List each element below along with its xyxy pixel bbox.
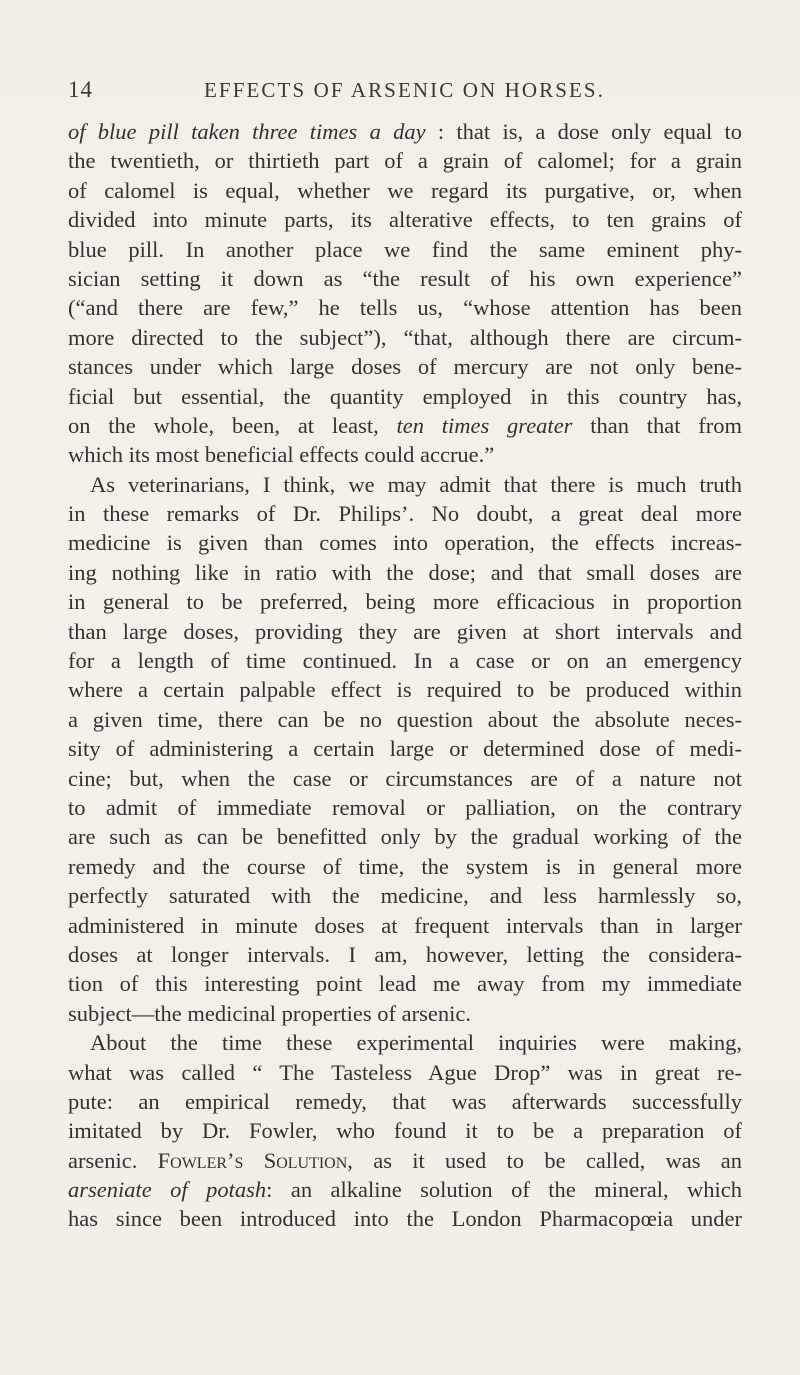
text-line xyxy=(68,499,742,528)
text-line xyxy=(68,205,742,234)
text-line xyxy=(68,1058,742,1087)
text-segment: ficial but essential, the quantity employed in this country has, xyxy=(68,383,742,409)
text-line xyxy=(68,1204,742,1233)
italic-text: ten times greater xyxy=(396,412,573,438)
text-segment: of calomel is equal, whether we regard its purgative, or, when xyxy=(68,177,742,203)
text-segment: (“and there are few,” he tells us, “whose attention has been xyxy=(68,295,742,321)
text-segment: : that is, a dose only equal to xyxy=(425,119,742,144)
text-segment: ing nothing like in ratio with the dose; and that small doses are xyxy=(68,559,742,585)
text-line xyxy=(68,528,742,557)
text-segment: blue pill. In another place we find the same eminent phy- xyxy=(68,236,742,262)
text-line xyxy=(68,705,742,734)
text-line xyxy=(68,1087,742,1116)
text-line xyxy=(68,470,742,499)
text-line xyxy=(68,440,742,469)
text-segment: more directed to the subject”), “that, although there are circum- xyxy=(68,324,742,350)
text-line xyxy=(68,323,742,352)
text-line xyxy=(68,411,742,440)
text-segment: are such as can be benefitted only by the gradual working of the xyxy=(68,824,742,850)
text-line xyxy=(68,764,742,793)
text-segment: About the time these experimental inquiries were making, xyxy=(90,1030,742,1056)
text-line xyxy=(68,734,742,763)
text-line xyxy=(68,352,742,381)
page-header xyxy=(68,77,748,109)
text-segment: on the whole, been, at least, xyxy=(68,412,397,438)
page-number: 14 xyxy=(68,77,93,102)
text-segment: pute: an empirical remedy, that was afterwards successfully xyxy=(68,1088,742,1114)
text-segment: stances under which large doses of mercury are not only bene- xyxy=(68,354,742,380)
text-line xyxy=(68,587,742,616)
text-segment: what was called “ The Tasteless Ague Drop” was in great re- xyxy=(68,1059,742,1085)
text-line xyxy=(68,617,742,646)
text-line xyxy=(68,852,742,881)
text-segment: , as it used to be called, was an xyxy=(347,1147,742,1173)
text-segment: sity of administering a certain large or determined dose of medi- xyxy=(68,736,742,762)
text-segment: : an alkaline solution of the mineral, which xyxy=(266,1177,742,1203)
text-segment: tion of this interesting point lead me away from my immediate xyxy=(68,971,742,997)
text-segment: than that from xyxy=(572,412,742,438)
text-line xyxy=(68,558,742,587)
text-segment: divided into minute parts, its alterative effects, to ten grains of xyxy=(68,207,742,233)
text-segment: a given time, there can be no question about the absolute neces- xyxy=(68,706,742,732)
text-segment: As veterinarians, I think, we may admit that there is much truth xyxy=(90,471,742,497)
text-line xyxy=(68,675,742,704)
text-segment: where a certain palpable effect is required to be produced within xyxy=(68,677,742,703)
text-line xyxy=(68,1028,742,1057)
text-line xyxy=(68,1146,742,1175)
small-caps-text: Fowler’s Solution xyxy=(157,1147,348,1173)
text-segment: has since been introduced into the London Pharmacopœia under xyxy=(68,1206,742,1232)
body-text xyxy=(68,117,742,1234)
text-segment: administered in minute doses at frequent intervals than in larger xyxy=(68,912,742,938)
text-segment: imitated by Dr. Fowler, who found it to be a preparation of xyxy=(68,1118,742,1144)
text-line xyxy=(68,176,742,205)
text-segment: for a length of time continued. In a case or on an emergency xyxy=(68,648,742,674)
text-line xyxy=(68,822,742,851)
text-line xyxy=(68,940,742,969)
italic-text: of blue pill taken three times a day xyxy=(68,119,426,144)
text-line xyxy=(68,1116,742,1145)
text-line xyxy=(68,969,742,998)
text-line xyxy=(68,293,742,322)
text-segment: sician setting it down as “the result of his own experience” xyxy=(68,265,742,291)
text-segment: which its most beneficial effects could accrue.” xyxy=(68,442,495,468)
text-segment: than large doses, providing they are given at short intervals and xyxy=(68,618,742,644)
text-line xyxy=(68,264,742,293)
text-segment: remedy and the course of time, the system is in general more xyxy=(68,853,742,879)
text-line xyxy=(68,646,742,675)
text-line xyxy=(68,999,742,1028)
text-line xyxy=(68,881,742,910)
text-line xyxy=(68,793,742,822)
text-segment: doses at longer intervals. I am, however, letting the considera- xyxy=(68,941,742,967)
text-line xyxy=(68,382,742,411)
text-segment: arsenic. xyxy=(68,1147,158,1173)
text-segment: to admit of immediate removal or palliation, on the contrary xyxy=(68,794,742,820)
text-line xyxy=(68,235,742,264)
text-segment: in general to be preferred, being more efficacious in proportion xyxy=(68,589,742,615)
text-segment: perfectly saturated with the medicine, and less harmlessly so, xyxy=(68,883,742,909)
text-line xyxy=(68,146,742,175)
text-segment: in these remarks of Dr. Philips’. No doubt, a great deal more xyxy=(68,501,742,527)
text-line xyxy=(68,117,742,146)
text-line xyxy=(68,911,742,940)
text-segment: cine; but, when the case or circumstances are of a nature not xyxy=(68,765,742,791)
italic-text: arseniate of potash xyxy=(68,1177,267,1203)
text-segment: medicine is given than comes into operation, the effects increas- xyxy=(68,530,742,556)
text-line xyxy=(68,1175,742,1204)
running-head: EFFECTS OF ARSENIC ON HORSES. xyxy=(204,78,606,102)
text-segment: the twentieth, or thirtieth part of a grain of calomel; for a grain xyxy=(68,148,742,174)
text-segment: subject—the medicinal properties of arsenic. xyxy=(68,1000,471,1026)
